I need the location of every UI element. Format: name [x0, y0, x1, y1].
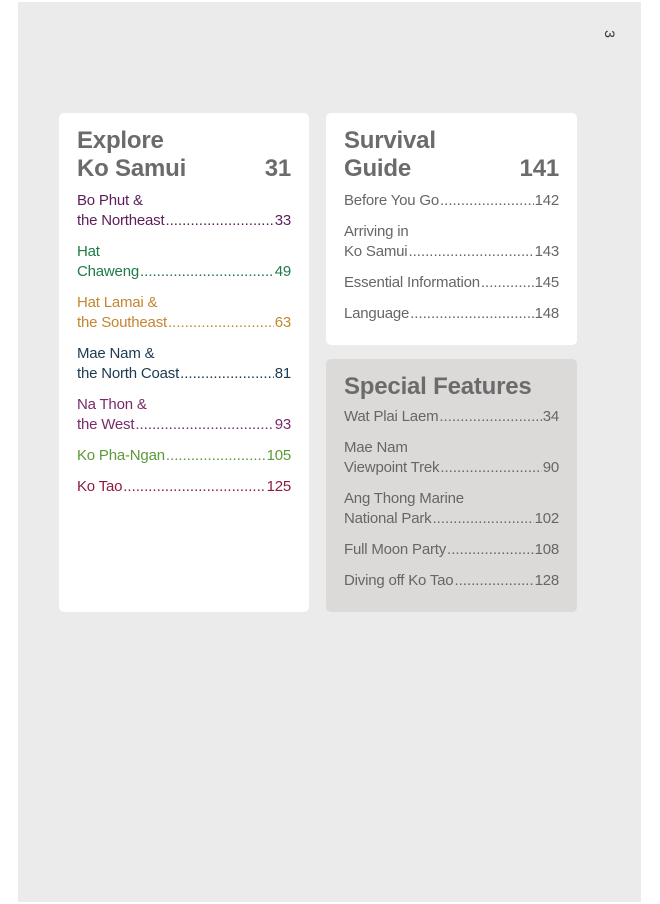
toc-entry-full-moon-party[interactable] — [344, 540, 559, 560]
toc-entry-page: 145 — [534, 274, 559, 291]
toc-entry-line1: Ang Thong Marine — [344, 490, 464, 507]
survival-title — [344, 127, 559, 183]
toc-entry-na-thon[interactable] — [77, 395, 291, 435]
toc-entry-page: 105 — [266, 447, 291, 464]
dot-leader — [408, 242, 533, 262]
toc-entry-title: Ko Pha-Ngan — [77, 447, 165, 464]
page-number: 3 — [601, 30, 618, 38]
toc-entry-page: 125 — [266, 478, 291, 495]
toc-entry-line1: Bo Phut & — [77, 192, 143, 209]
dot-leader — [165, 211, 273, 231]
toc-entry-title: the Southeast — [77, 314, 167, 331]
dot-leader — [140, 262, 274, 282]
dot-leader — [166, 446, 266, 466]
toc-entry-ang-thong[interactable] — [344, 489, 559, 529]
dot-leader — [135, 415, 273, 435]
special-title-text: Special Features — [344, 373, 532, 400]
toc-entry-page: 63 — [274, 314, 291, 331]
toc-entry-line1: Mae Nam & — [77, 345, 155, 362]
dot-leader — [123, 477, 265, 497]
toc-entry-title: Essential Information — [344, 274, 480, 291]
toc-entry-page: 33 — [274, 212, 291, 229]
dot-leader — [440, 458, 541, 478]
toc-entry-line1: Arriving in — [344, 223, 409, 240]
dot-leader — [454, 571, 533, 591]
toc-entry-title: Ko Tao — [77, 478, 123, 495]
dot-leader — [447, 540, 534, 560]
toc-entry-title: Wat Plai Laem — [344, 408, 439, 425]
toc-entry-title: Language — [344, 305, 410, 322]
toc-entry-page: 143 — [534, 243, 559, 260]
toc-entry-title: Viewpoint Trek — [344, 459, 440, 476]
toc-entry-title: Chaweng — [77, 263, 139, 280]
toc-entry-page: 102 — [534, 510, 559, 527]
toc-entry-hat-chaweng[interactable] — [77, 242, 291, 282]
toc-entry-ko-tao[interactable] — [77, 477, 291, 497]
explore-page: 31 — [264, 155, 291, 182]
dot-leader — [432, 509, 533, 529]
toc-entry-page: 49 — [274, 263, 291, 280]
dot-leader — [168, 313, 274, 333]
toc-entry-page: 128 — [534, 572, 559, 589]
toc-entry-diving-ko-tao[interactable] — [344, 571, 559, 591]
toc-entry-before-you-go[interactable] — [344, 191, 559, 211]
dot-leader — [410, 304, 533, 324]
dot-leader — [440, 191, 534, 211]
explore-title — [77, 127, 291, 183]
toc-entry-title: the Northeast — [77, 212, 165, 229]
toc-entry-page: 81 — [274, 365, 291, 382]
dot-leader — [180, 364, 274, 384]
dot-leader — [439, 407, 541, 427]
survival-title-line1: Survival — [344, 127, 436, 154]
toc-entry-line1: Na Thon & — [77, 396, 147, 413]
toc-entry-line1: Hat — [77, 243, 100, 260]
survival-page: 141 — [519, 155, 559, 182]
toc-entry-hat-lamai[interactable] — [77, 293, 291, 333]
dot-leader — [481, 273, 534, 293]
toc-entry-page: 34 — [542, 408, 559, 425]
toc-entry-language[interactable] — [344, 304, 559, 324]
survival-section — [326, 113, 577, 345]
toc-entry-mae-nam[interactable] — [77, 344, 291, 384]
explore-title-line2: Ko Samui — [77, 155, 187, 182]
toc-entry-arriving[interactable] — [344, 222, 559, 262]
toc-entry-title: Diving off Ko Tao — [344, 572, 454, 589]
toc-entry-line1: Hat Lamai & — [77, 294, 158, 311]
toc-entry-title: the North Coast — [77, 365, 180, 382]
toc-entry-title: Before You Go — [344, 192, 439, 209]
toc-entry-page: 90 — [542, 459, 559, 476]
toc-entry-title: Full Moon Party — [344, 541, 447, 558]
special-title — [344, 373, 559, 401]
toc-entry-mae-nam-viewpoint[interactable] — [344, 438, 559, 478]
explore-section — [59, 113, 309, 612]
explore-title-line1: Explore — [77, 127, 164, 154]
survival-title-line2: Guide — [344, 155, 412, 182]
toc-entry-essential-information[interactable] — [344, 273, 559, 293]
toc-entry-title: the West — [77, 416, 135, 433]
toc-entry-wat-plai-laem[interactable] — [344, 407, 559, 427]
special-features-section — [326, 359, 577, 612]
toc-entry-title: National Park — [344, 510, 432, 527]
toc-entry-page: 148 — [534, 305, 559, 322]
toc-entry-bo-phut[interactable] — [77, 191, 291, 231]
toc-entry-title: Ko Samui — [344, 243, 408, 260]
toc-entry-page: 142 — [534, 192, 559, 209]
toc-entry-page: 93 — [274, 416, 291, 433]
toc-entry-line1: Mae Nam — [344, 439, 408, 456]
toc-entry-page: 108 — [534, 541, 559, 558]
toc-entry-ko-pha-ngan[interactable] — [77, 446, 291, 466]
